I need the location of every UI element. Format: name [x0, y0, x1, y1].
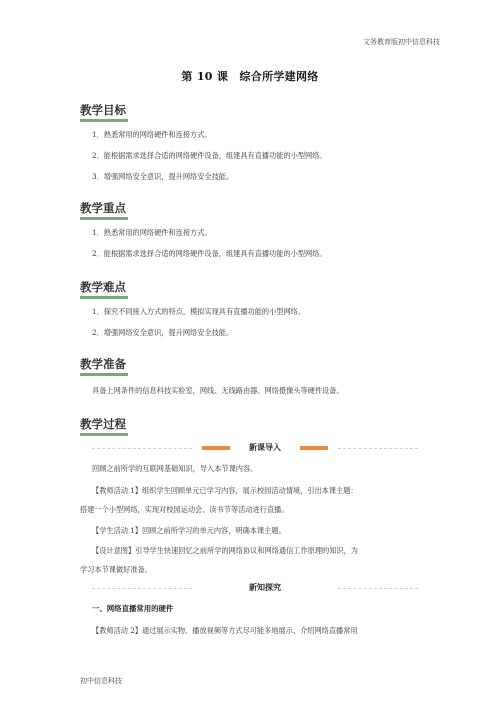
section-heading-key-points: 教学重点 — [80, 201, 128, 220]
divider-bar-right — [300, 446, 328, 450]
key-point-item-2: 2．能根据需求选择合适的网络硬件设备，组建具有直播功能的小型网络。 — [92, 249, 327, 258]
divider-dash-right — [338, 588, 418, 589]
page-title: 第 10 课 综合所学建网络 — [181, 70, 319, 83]
goal-item-2: 2．能根据需求选择合适的网络硬件设备，组建具有直播功能的小型网络。 — [92, 151, 327, 160]
goal-item-3: 3．增强网络安全意识，提升网络安全技能。 — [92, 172, 234, 181]
divider-dash-left — [92, 448, 192, 449]
divider-intro — [92, 443, 412, 453]
preparation-text: 具备上网条件的信息科技实验室，网线、无线路由器、网络摄像头等硬件设备。 — [92, 386, 344, 395]
intro-line-6: 学习本节课做好准备。 — [80, 565, 152, 574]
key-point-item-1: 1．熟悉常用的网络硬件和连接方式。 — [92, 228, 212, 237]
divider-explore — [92, 583, 412, 593]
difficulty-item-1: 1．探究不同接入方式的特点，模拟实现具有直播功能的小型网络。 — [92, 307, 306, 316]
section-heading-preparation: 教学准备 — [80, 357, 128, 376]
section-heading-process: 教学过程 — [80, 417, 128, 436]
header-note: 文务教育版初中信息科技 — [363, 38, 440, 46]
divider-dash-left — [92, 588, 192, 589]
section-heading-difficulties: 教学难点 — [80, 280, 128, 299]
footer-note: 初中信息科技 — [80, 677, 122, 685]
intro-line-4: 【学生活动 1】回顾之前所学习的单元内容，明确本课主题。 — [92, 526, 286, 535]
section-heading-goals: 教学目标 — [80, 103, 128, 122]
subsection-label-explore: 新知探究 — [249, 583, 281, 592]
divider-bar-left — [202, 446, 230, 450]
subheading-live-hardware: 一、网络直播常用的硬件 — [92, 604, 174, 613]
divider-dash-right — [338, 448, 418, 449]
intro-line-2: 【教师活动 1】组织学生回顾单元已学习内容，展示校园活动情境，引出本课主题： — [92, 486, 358, 495]
subsection-label-intro: 新课导入 — [249, 443, 281, 452]
intro-line-5: 【设计意图】引导学生快速回忆之前所学的网络协议和网络通信工作原理的知识，为 — [92, 546, 358, 555]
intro-line-3: 搭建一个小型网络，实现对校园运动会、读书节等活动进行直播。 — [80, 505, 289, 514]
goal-item-1: 1．熟悉常用的网络硬件和连接方式。 — [92, 130, 212, 139]
explore-line-1: 【教师活动 2】通过展示实物、播放视频等方式尽可能多地展示、介绍网络直播常用 — [92, 626, 358, 635]
difficulty-item-2: 2．增强网络安全意识，提升网络安全技能。 — [92, 328, 234, 337]
intro-line-1: 回顾之前所学的互联网基础知识，导入本节课内容。 — [92, 464, 258, 473]
